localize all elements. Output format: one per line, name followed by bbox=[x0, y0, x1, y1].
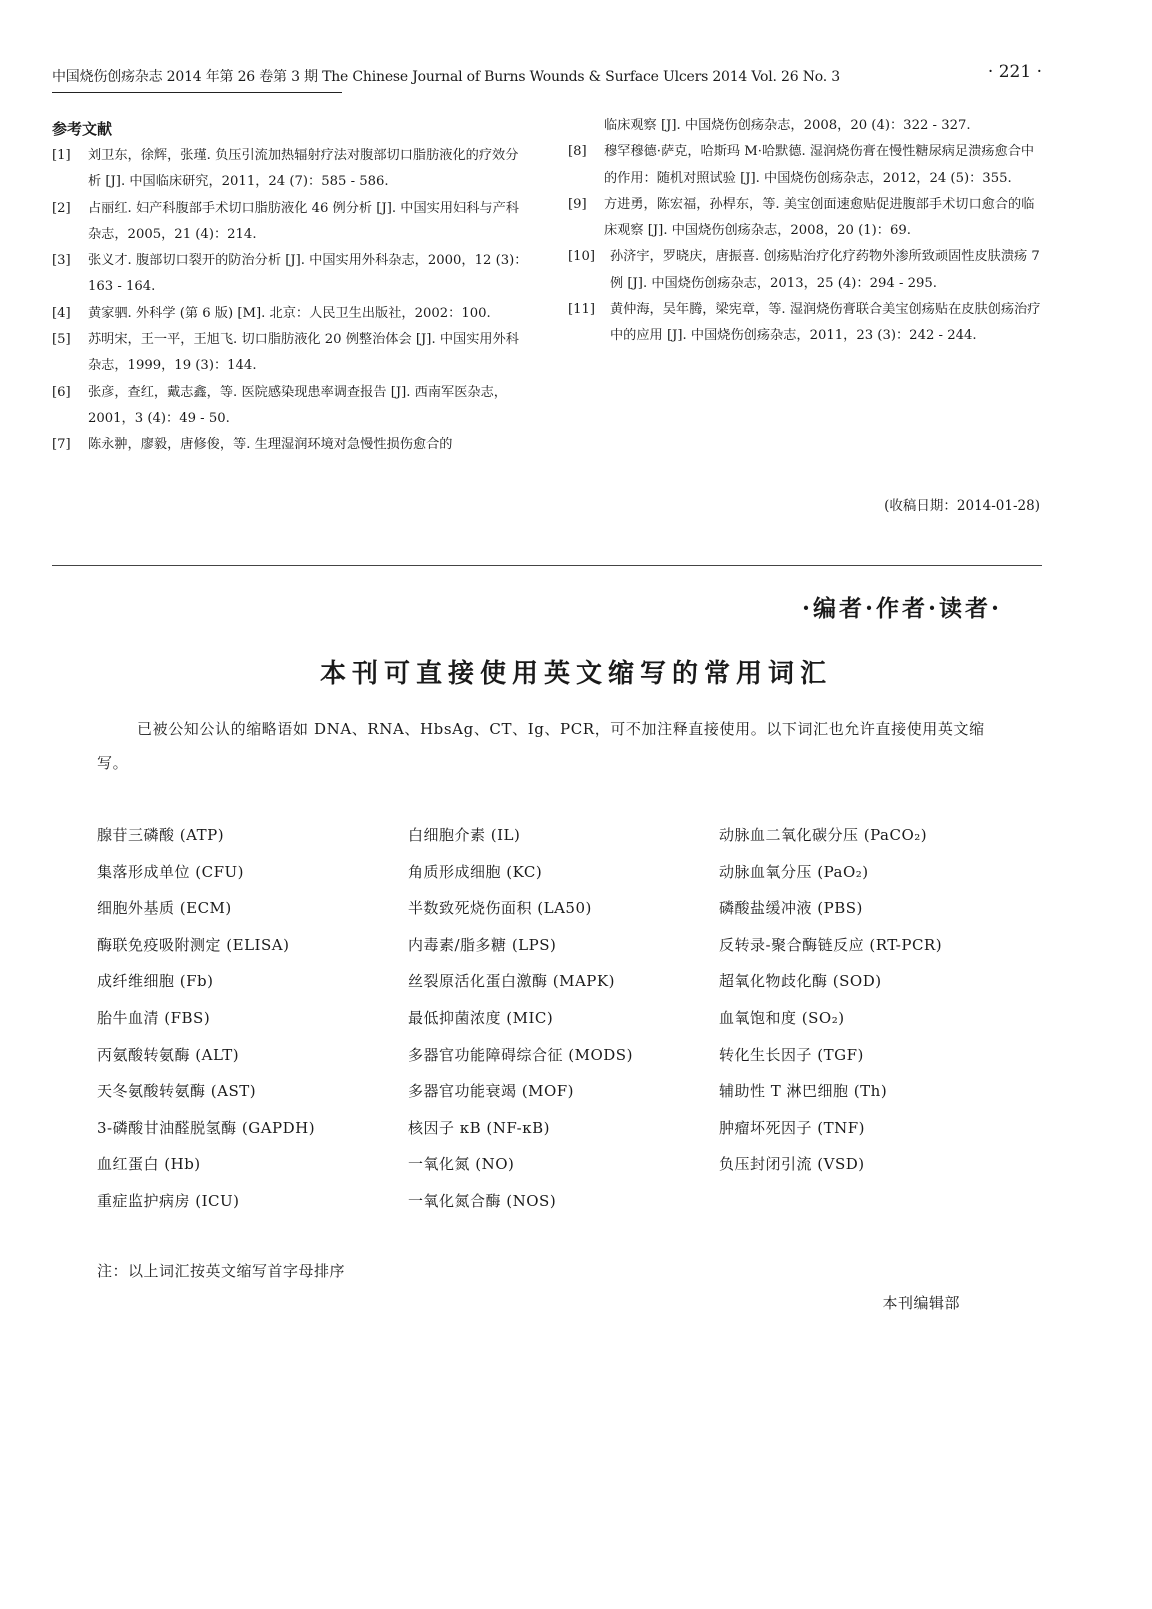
reference-text: 刘卫东，徐辉，张瑾. 负压引流加热辐射疗法对腹部切口脂肪液化的疗效分析 [J]. 中国临床研究，2011，24 (7)：585 - 586. bbox=[88, 148, 519, 190]
vocab-item: 角质形成细胞 (KC) bbox=[408, 862, 543, 881]
vocab-item: 天冬氨酸转氨酶 (AST) bbox=[97, 1082, 257, 1101]
vocab-item: 细胞外基质 (ECM) bbox=[97, 899, 232, 918]
reference-item bbox=[52, 248, 530, 301]
vocab-item: 转化生长因子 (TGF) bbox=[719, 1045, 864, 1064]
reference-number: [2] bbox=[52, 200, 71, 216]
reference-item bbox=[52, 380, 530, 433]
reference-item bbox=[52, 327, 530, 380]
vocab-item: 肿瘤坏死因子 (TNF) bbox=[719, 1118, 866, 1137]
vocab-item: 胎牛血清 (FBS) bbox=[97, 1008, 211, 1027]
reference-number: [10] bbox=[568, 249, 596, 265]
references-right-column bbox=[568, 113, 1046, 350]
reference-text: 临床观察 [J]. 中国烧伤创疡杂志，2008，20 (4)：322 - 327. bbox=[604, 118, 971, 133]
reference-number: [5] bbox=[52, 332, 71, 348]
vocab-item: 血红蛋白 (Hb) bbox=[97, 1155, 201, 1174]
vocab-item: 一氧化氮 (NO) bbox=[408, 1155, 515, 1174]
vocab-item: 白细胞介素 (IL) bbox=[408, 826, 521, 844]
references-heading: 参考文献 bbox=[52, 120, 113, 138]
section-divider bbox=[52, 565, 1042, 566]
vocab-item: 动脉血氧分压 (PaO₂) bbox=[719, 862, 869, 881]
vocab-column-3 bbox=[719, 822, 942, 1188]
reference-text: 苏明宋，王一平，王旭飞. 切口脂肪液化 20 例整治体会 [J]. 中国实用外科杂志，1999，19 (3)：144. bbox=[88, 332, 519, 374]
reference-number: [11] bbox=[568, 302, 596, 318]
reference-item bbox=[52, 196, 530, 249]
reference-number: [4] bbox=[52, 305, 71, 321]
received-date: (收稿日期：2014-01-28) bbox=[884, 498, 1040, 514]
reference-text: 张彦，查红，戴志鑫，等. 医院感染现患率调查报告 [J]. 西南军医杂志，2001，3 (4)：49 - 50. bbox=[88, 384, 507, 426]
reference-item bbox=[568, 244, 1046, 297]
vocab-item: 血氧饱和度 (SO₂) bbox=[719, 1008, 845, 1027]
reference-text: 张义才. 腹部切口裂开的防治分析 [J]. 中国实用外科杂志，2000，12 (3)：163 - 164. bbox=[88, 253, 528, 295]
reference-text: 黄仲海，吴年腾，梁宪章，等. 湿润烧伤膏联合美宝创疡贴在皮肤创疡治疗中的应用 [J]. 中国烧伤创疡杂志，2011，23 (3)：242 - 244. bbox=[610, 302, 1041, 344]
reference-number: [6] bbox=[52, 384, 71, 400]
vocab-item: 超氧化物歧化酶 (SOD) bbox=[719, 972, 882, 991]
reference-item bbox=[52, 143, 530, 196]
reference-item bbox=[52, 432, 530, 458]
reference-text: 占丽红. 妇产科腹部手术切口脂肪液化 46 例分析 [J]. 中国实用妇科与产科杂志，2005，21 (4)：214. bbox=[88, 200, 519, 242]
vocab-item: 腺苷三磷酸 (ATP) bbox=[97, 826, 225, 844]
reference-number: [1] bbox=[52, 148, 71, 163]
vocab-item: 一氧化氮合酶 (NOS) bbox=[408, 1191, 557, 1210]
reference-number: [8] bbox=[568, 144, 587, 160]
reference-text: 陈永翀，廖毅，唐修俊，等. 生理湿润环境对急慢性损伤愈合的 bbox=[88, 437, 453, 453]
vocab-item: 半数致死烧伤面积 (LA50) bbox=[408, 899, 592, 918]
header-rule bbox=[52, 92, 342, 93]
vocab-item: 重症监护病房 (ICU) bbox=[97, 1191, 240, 1210]
reference-text: 黄家驷. 外科学 (第 6 版) [M]. 北京：人民卫生出版社，2002：100. bbox=[88, 305, 491, 321]
vocab-item: 反转录-聚合酶链反应 (RT-PCR) bbox=[719, 935, 943, 954]
running-header bbox=[52, 62, 1042, 92]
section-label: ·编者·作者·读者· bbox=[801, 595, 1002, 622]
reference-item bbox=[568, 139, 1046, 192]
references-left-column bbox=[52, 143, 530, 459]
vocab-item: 多器官功能衰竭 (MOF) bbox=[408, 1082, 575, 1101]
vocab-item: 负压封闭引流 (VSD) bbox=[719, 1155, 865, 1174]
vocab-column-1 bbox=[97, 822, 315, 1225]
reference-item bbox=[568, 192, 1046, 245]
vocab-item: 丝裂原活化蛋白激酶 (MAPK) bbox=[408, 972, 615, 991]
reference-text: 穆罕穆德·萨克，哈斯玛 M·哈默德. 湿润烧伤膏在慢性糖尿病足溃疡愈合中的作用：随机对照试验 [J]. 中国烧伤创疡杂志，2012，24 (5)：355. bbox=[604, 144, 1035, 186]
vocab-item: 辅助性 T 淋巴细胞 (Th) bbox=[719, 1082, 888, 1101]
vocab-item: 酶联免疫吸附测定 (ELISA) bbox=[97, 935, 290, 954]
vocab-item: 核因子 κB (NF-κB) bbox=[408, 1118, 550, 1137]
article-title: 本刊可直接使用英文缩写的常用词汇 bbox=[319, 659, 832, 689]
reference-item bbox=[52, 301, 530, 327]
reference-text: 孙济宇，罗晓庆，唐振喜. 创疡贴治疗化疗药物外渗所致顽固性皮肤溃疡 7 例 [J]. 中国烧伤创疡杂志，2013，25 (4)：294 - 295. bbox=[610, 249, 1040, 291]
vocab-item: 集落形成单位 (CFU) bbox=[97, 862, 244, 881]
reference-number: [3] bbox=[52, 253, 71, 269]
vocab-item: 动脉血二氧化碳分压 (PaCO₂) bbox=[719, 826, 928, 844]
editorial-signature: 本刊编辑部 bbox=[882, 1294, 960, 1312]
reference-item bbox=[568, 297, 1046, 350]
article-intro: 已被公知公认的缩略语如 DNA、RNA、HbsAg、CT、Ig、PCR，可不加注释直接使用。以下词汇也允许直接使用英文缩写。 bbox=[97, 720, 985, 772]
vocab-item: 丙氨酸转氨酶 (ALT) bbox=[97, 1045, 240, 1064]
vocab-item: 成纤维细胞 (Fb) bbox=[97, 972, 214, 991]
vocab-item: 3-磷酸甘油醛脱氢酶 (GAPDH) bbox=[97, 1118, 316, 1137]
vocab-item: 内毒素/脂多糖 (LPS) bbox=[408, 935, 557, 954]
footnote: 注：以上词汇按英文缩写首字母排序 bbox=[97, 1262, 346, 1280]
reference-number: [7] bbox=[52, 437, 71, 453]
vocab-item: 最低抑菌浓度 (MIC) bbox=[408, 1008, 554, 1027]
vocab-item: 多器官功能障碍综合征 (MODS) bbox=[408, 1045, 633, 1064]
vocab-column-2 bbox=[408, 822, 633, 1225]
journal-header: 中国烧伤创疡杂志 2014 年第 26 卷第 3 期 The Chinese Journal of Burns Wounds & Surface Ulcers 2014 Vol. 26 No. 3 bbox=[52, 69, 840, 85]
reference-number: [9] bbox=[568, 196, 587, 212]
vocab-item: 磷酸盐缓冲液 (PBS) bbox=[719, 899, 863, 918]
page-number: · 221 · bbox=[987, 62, 1042, 82]
reference-text: 方进勇，陈宏福，孙桿东，等. 美宝创面速愈贴促进腹部手术切口愈合的临床观察 [J]. 中国烧伤创疡杂志，2008，20 (1)：69. bbox=[604, 196, 1035, 239]
reference-continuation bbox=[568, 113, 1046, 139]
